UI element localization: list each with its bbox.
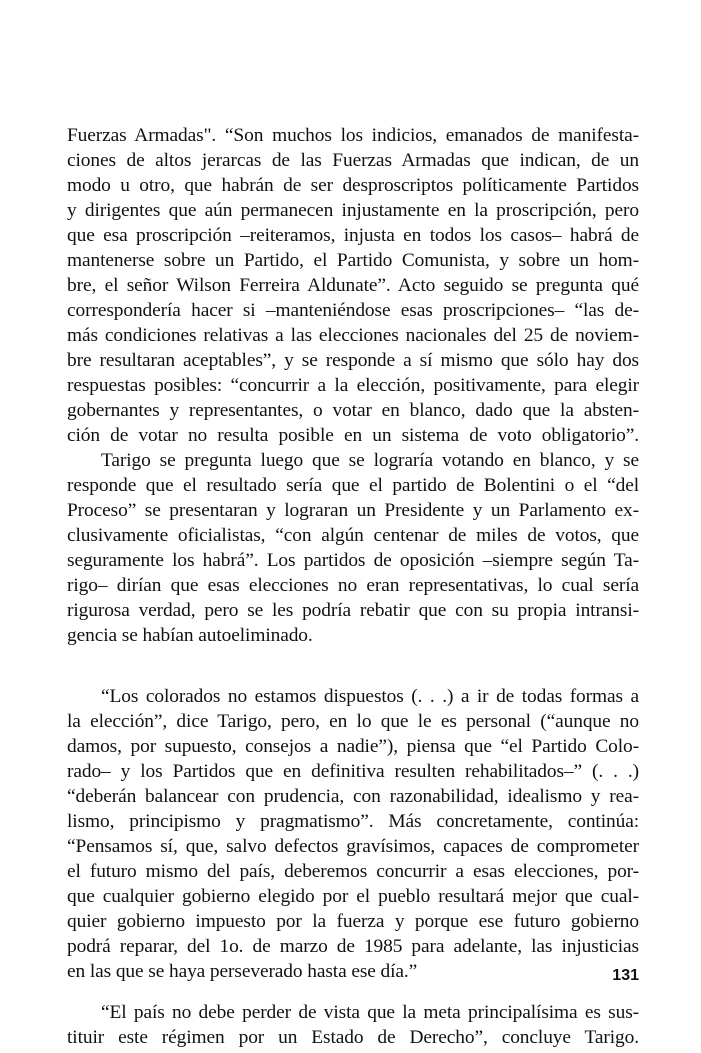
text-line: respuestas posibles: “concurrir a la elección, positivamente, para elegir <box>67 375 639 396</box>
text-line: seguramente los habrá”. Los partidos de oposición –siempre según Ta- <box>67 550 639 571</box>
text-line: “deberán balancear con prudencia, con razonabilidad, idealismo y rea- <box>67 786 639 807</box>
text-line: quier gobierno impuesto por la fuerza y porque ese futuro gobierno <box>67 911 639 932</box>
text-line: clusivamente oficialistas, “con algún centenar de miles de votos, que <box>67 525 639 546</box>
text-line: bre, el señor Wilson Ferreira Aldunate”. Acto seguido se pregunta qué <box>67 275 639 296</box>
text-line: rigo– dirían que esas elecciones no eran representativas, lo cual sería <box>67 575 639 596</box>
text-line: gencia se habían autoeliminado. <box>67 625 313 646</box>
text-line: damos, por supuesto, consejos a nadie”), piensa que “el Partido Colo- <box>67 736 639 757</box>
text-line: y dirigentes que aún permanecen injustamente en la proscripción, pero <box>67 200 639 221</box>
text-line: más condiciones relativas a las elecciones nacionales del 25 de noviem- <box>67 325 639 346</box>
text-line: que esa proscripción –reiteramos, injusta en todos los casos– habrá de <box>67 225 639 246</box>
text-line: correspondería hacer si –manteniéndose esas proscripciones– “las de- <box>67 300 639 321</box>
page-number: 131 <box>612 967 639 984</box>
text-line: responde que el resultado sería que el partido de Bolentini o el “del <box>67 475 639 496</box>
text-line: rigurosa verdad, pero se les podría rebatir que con su propia intransi- <box>67 600 639 621</box>
text-line: lismo, principismo y pragmatismo”. Más concretamente, continúa: <box>67 811 639 832</box>
text-line: rado– y los Partidos que en definitiva resulten rehabilitados–” (. . .) <box>67 761 639 782</box>
text-line: ciones de altos jerarcas de las Fuerzas Armadas que indican, de un <box>67 150 639 171</box>
text-line: bre resultaran aceptables”, y se responde a sí mismo que sólo hay dos <box>67 350 639 371</box>
text-line: modo u otro, que habrán de ser desproscriptos políticamente Partidos <box>67 175 639 196</box>
text-line: “Los colorados no estamos dispuestos (. . .) a ir de todas formas a <box>101 686 639 707</box>
text-line: en las que se haya perseverado hasta ese día.” <box>67 961 418 982</box>
text-line: tituir este régimen por un Estado de Derecho”, concluye Tarigo. <box>67 1027 639 1048</box>
text-line: gobernantes y representantes, o votar en blanco, dado que la absten- <box>67 400 639 421</box>
text-line: Tarigo se pregunta luego que se lograría votando en blanco, y se <box>101 450 639 471</box>
text-line: ción de votar no resulta posible en un sistema de voto obligatorio”. <box>67 425 639 446</box>
text-line: la elección”, dice Tarigo, pero, en lo que le es personal (“aunque no <box>67 711 639 732</box>
text-line: “Pensamos sí, que, salvo defectos gravísimos, capaces de comprometer <box>67 836 639 857</box>
text-line: el futuro mismo del país, deberemos concurrir a esas elecciones, por- <box>67 861 639 882</box>
text-line: que cualquier gobierno elegido por el pueblo resultará mejor que cual- <box>67 886 639 907</box>
text-line: “El país no debe perder de vista que la meta principalísima es sus- <box>101 1002 639 1023</box>
text-line: podrá reparar, del 1o. de marzo de 1985 para adelante, las injusticias <box>67 936 639 957</box>
text-line: mantenerse sobre un Partido, el Partido Comunista, y sobre un hom- <box>67 250 639 271</box>
text-line: Fuerzas Armadas". “Son muchos los indicios, emanados de manifesta- <box>67 125 639 146</box>
text-line: Proceso” se presentaran y lograran un Presidente y un Parlamento ex- <box>67 500 639 521</box>
